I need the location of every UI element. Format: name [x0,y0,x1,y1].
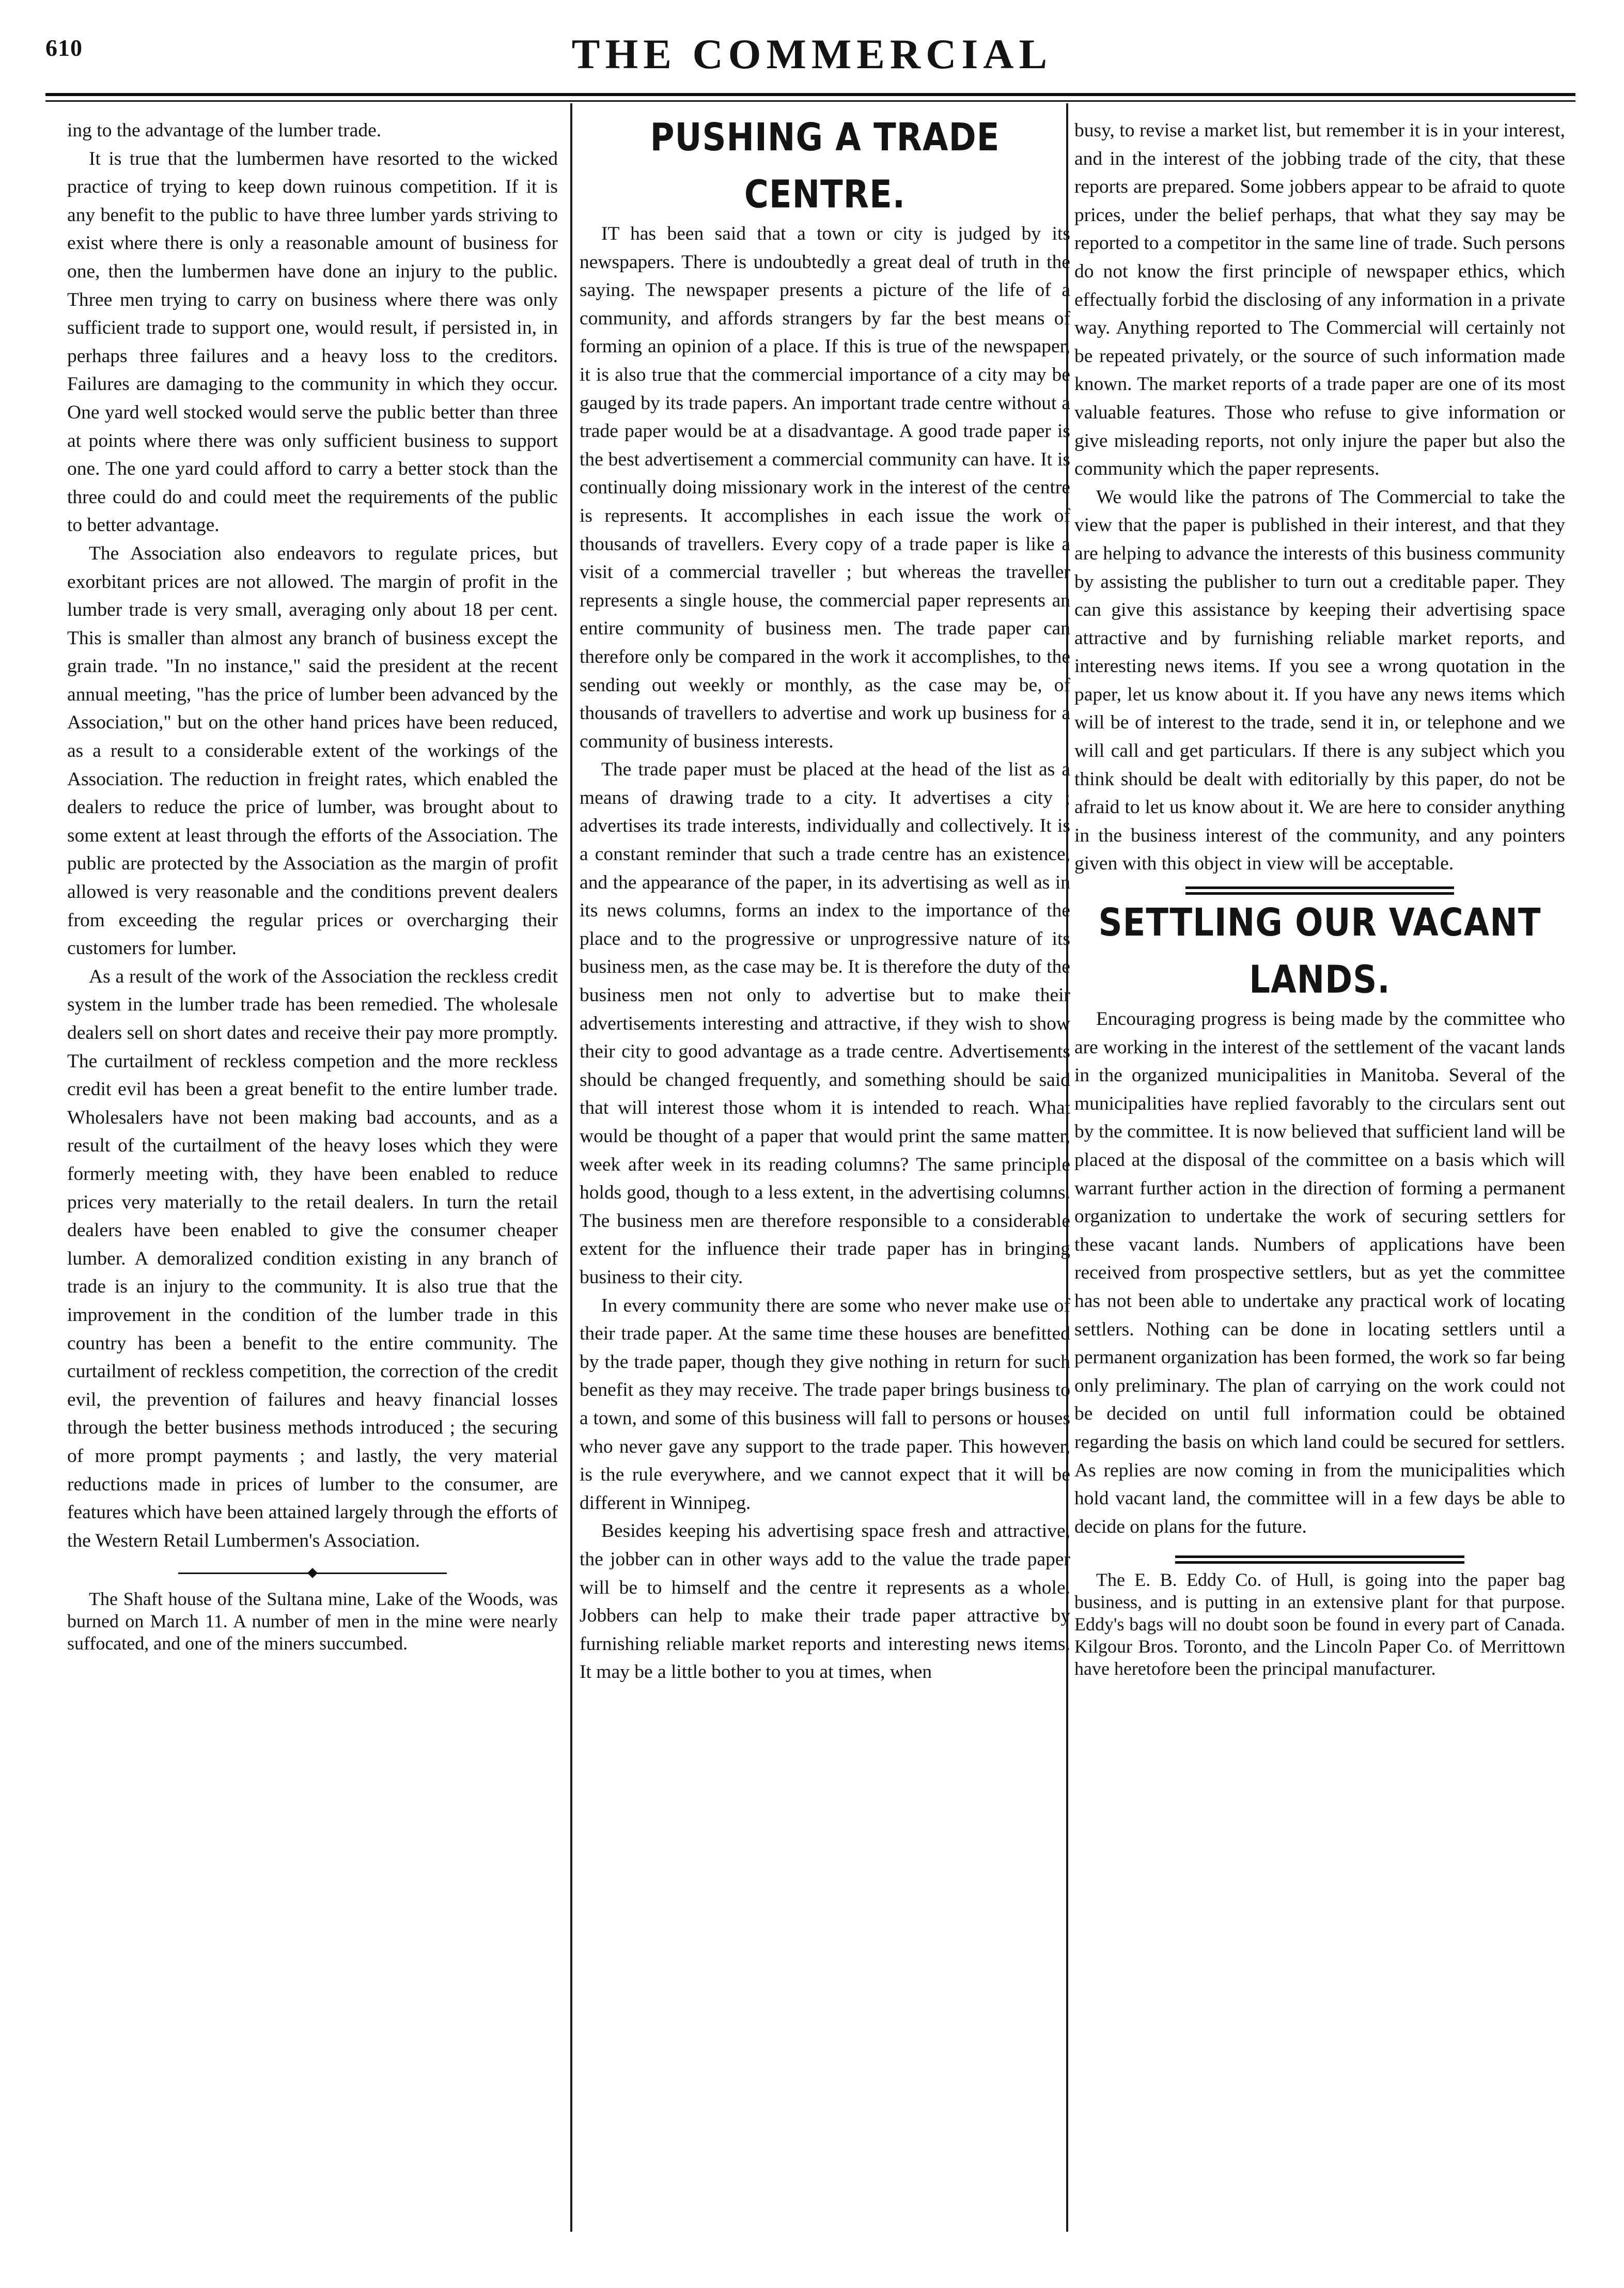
page-number: 610 [45,35,83,61]
article-paragraph: Encouraging progress is being made by the committee who are working in the interest of the settlement of the vacant lands in the organized municipalities in Manitoba. Several of the municipalities have replied favorably to the circulars sent out by the committee. It is now believed that sufficient land will be placed at the disposal of the committee on a basis which will warrant further action in the direction of forming a permanent organization to undertake the work of securing settlers for these vacant lands. Numbers of applications have been received from prospective settlers, but as yet the committee has not been able to undertake any practical work of locating settlers. Nothing can be done in locating settlers until a permanent organization has been formed, the work so far being only preliminary. The plan of carrying on the work could not be decided on until full information could be obtained regarding the basis on which land could be secured for settlers. As replies are now coming in from the municipalities which hold vacant land, the committee will in a few days be able to decide on plans for the future. [1074,1008,1565,1537]
article-paragraph: Besides keeping his advertising space fresh and attractive, the jobber can in other ways add to the value the trade paper will be to himself and the centre it represents as a whole. Jobbers can help to make their trade paper attractive by furnishing reliable market reports and interesting news items. It may be a little bother to you at times, when [580,1520,1070,1683]
article-paragraph: The trade paper must be placed at the head of the list as a means of drawing trade to a city. It advertises a city ; advertises its trade interests, individually and collectively. It is a constant reminder that such a trade centre has an existence, and the appearance of the paper, in its advertising as well as in its news columns, forms an index to the importance of the place and to the progressive or unprogressive nature of its business men, as the case may be. It is therefore the duty of the business men not only to advertise but to make their advertisements interesting and attractive, if they wish to show their city to good advantage as a trade centre. Advertisements should be changed frequently, and something should be said that will interest those whom it is intended to reach. What would be thought of a paper that would print the same matter, week after week in its reading columns? The same principle holds good, though to a less extent, in the advertising columns. The business men are therefore responsible to a considerable extent for the influence their trade paper has in bringing business to their city. [580,759,1070,1288]
article-paragraph: As a result of the work of the Association the reckless credit system in the lumber trade has been remedied. The wholesale dealers sell on short dates and receive their pay more promptly. The curtailment of reckless competion and the more reckless credit evil has been a great benefit to the entire lumber trade. Wholesalers have not been making bad accounts, and as a result of the curtailment of the heavy loses which they were formerly meeting with, they have been enabled to reduce prices very materially to the retail dealers. In turn the retail dealers have been enabled to give the consumer cheaper lumber. A demoralized condition existing in any branch of trade is an injury to the community. It is also true that the improvement in the condition of the lumber trade in this country has been a benefit to the entire community. The curtailment of reckless competition, the correction of the credit evil, the prevention of failures and heavy financial losses through the better business methods introduced ; the securing of more prompt payments ; and lastly, the very material reductions made in prices of lumber to the consumer, are features which have been attained largely through the efforts of the Western Retail Lumbermen's Association. [67,966,558,1551]
article-paragraph: ing to the advantage of the lumber trade. [67,120,382,141]
article-paragraph: busy, to revise a market list, but remember it is in your interest, and in the interest of the jobbing trade of the city, that these reports are prepared. Some jobbers appear to be afraid to quote prices, under the belief perhaps, that what they say may be reported to a competitor in the same line of trade. Such persons do not know the first principle of newspaper ethics, which effectually forbid the disclosing of any information in a private way. Anything reported to The Commercial will certainly not be repeated privately, or the source of such information made known. The market reports of a trade paper are one of its most valuable features. Those who refuse to give information or give misleading reports, not only injure the paper but also the community which the paper represents. [1074,120,1565,480]
masthead-rule-thin [45,100,1575,102]
news-brief: The E. B. Eddy Co. of Hull, is going into the paper bag business, and is putting in an extensive plant for that purpose. Eddy's bags will no doubt soon be found in every part of Canada. Kilgour Bros. Toronto, and the Lincoln Paper Co. of Merrittown have heretofore been the principal manufacturer. [1074,1569,1565,1679]
masthead-rule [45,93,1575,96]
column-3 [1074,117,1565,2250]
ornament-divider [178,1570,447,1576]
section-divider [1175,1555,1464,1564]
column-divider-1 [570,103,572,2232]
news-brief: The Shaft house of the Sultana mine, Lake of the Woods, was burned on March 11. A number of men in the mine were nearly suffocated, and one of the miners succumbed. [67,1589,558,1654]
section-divider [1185,886,1454,895]
article-paragraph: The Association also endeavors to regulate prices, but exorbitant prices are not allowed. The margin of profit in the lumber trade is very small, averaging only about 18 per cent. This is smaller than almost any branch of business except the grain trade. "In no instance," said the president at the recent annual meeting, "has the price of lumber been advanced by the Association," but on the other hand prices have been reduced, as a result to a considerable extent of the workings of the Association. The reduction in freight rates, which enabled the dealers to reduce the price of lumber, was brought about to some extent at least through the efforts of the Association. The public are protected by the Association as the margin of profit allowed is very reasonable and the conditions prevent dealers from exceeding the regular prices or overcharging their customers for lumber. [67,542,558,959]
column-2 [580,117,1070,2250]
article-paragraph: In every community there are some who never make use of their trade paper. At the same time these houses are benefitted by the trade paper, though they give nothing in return for such benefit as they may receive. The trade paper brings business to a town, and some of this business will fall to persons or houses who never gave any support to the trade paper. This however, is the rule everywhere, and we cannot expect that it will be different in Winnipeg. [580,1295,1070,1514]
article-paragraph: It is true that the lumbermen have resorted to the wicked practice of trying to keep down ruinous competition. If it is any benefit to the public to have three lumber yards striving to exist where there is only a reasonable amount of business for one, then the lumbermen have done an injury to the public. Three men trying to carry on business where there was only sufficient trade to support one, would result, if persisted in, in perhaps three failures and a heavy loss to the creditors. Failures are damaging to the community in which they occur. One yard well stocked would serve the public better than three at points where there was only sufficient business to support one. The one yard could afford to carry a better stock than the three could do and could meet the requirements of the public to better advantage. [67,148,558,536]
headline-settling-vacant-lands: SETTLING OUR VACANT LANDS. [1098,901,1541,1002]
column-1 [67,117,558,2250]
headline-pushing-trade-centre: PUSHING A TRADE CENTRE. [650,117,1000,217]
article-paragraph: We would like the patrons of The Commercial to take the view that the paper is published in their interest, and that they are helping to advance the interests of this business community by assisting the publisher to turn out a creditable paper. They can give this assistance by keeping their advertising space attractive and by furnishing reliable market reports, and interesting news items. If you see a wrong quotation in the paper, let us know about it. If you have any news items which will be of interest to the trade, send it in, or telephone and we will call and get particulars. If there is any subject which you think should be dealt with editorially by this paper, do not be afraid to let us know about it. We are here to consider anything in the business interest of the community, and any pointers given with this object in view will be acceptable. [1074,486,1565,875]
article-paragraph: IT has been said that a town or city is judged by its newspapers. There is undoubtedly a great deal of truth in the saying. The newspaper presents a picture of the life of a community, and affords strangers by far the best means of forming an opinion of a place. If this is true of the newspaper, it is also true that the commercial importance of a city may be gauged by its trade papers. An important trade centre without a trade paper would be at a disadvantage. A good trade paper is the best advertisement a commercial community can have. It is continually doing missionary work in the interest of the centre is represents. It accomplishes in each issue the work of thousands of travellers. Every copy of a trade paper is like a visit of a commercial traveller ; but whereas the traveller represents a single house, the commercial paper represents an entire community of business men. The trade paper can therefore only be compared in the work it accomplishes, to the sending out weekly or monthly, as the case may be, of thousands of travellers to advertise and work up business for a community of business interests. [580,223,1070,752]
masthead: THE COMMERCIAL [571,30,1053,77]
